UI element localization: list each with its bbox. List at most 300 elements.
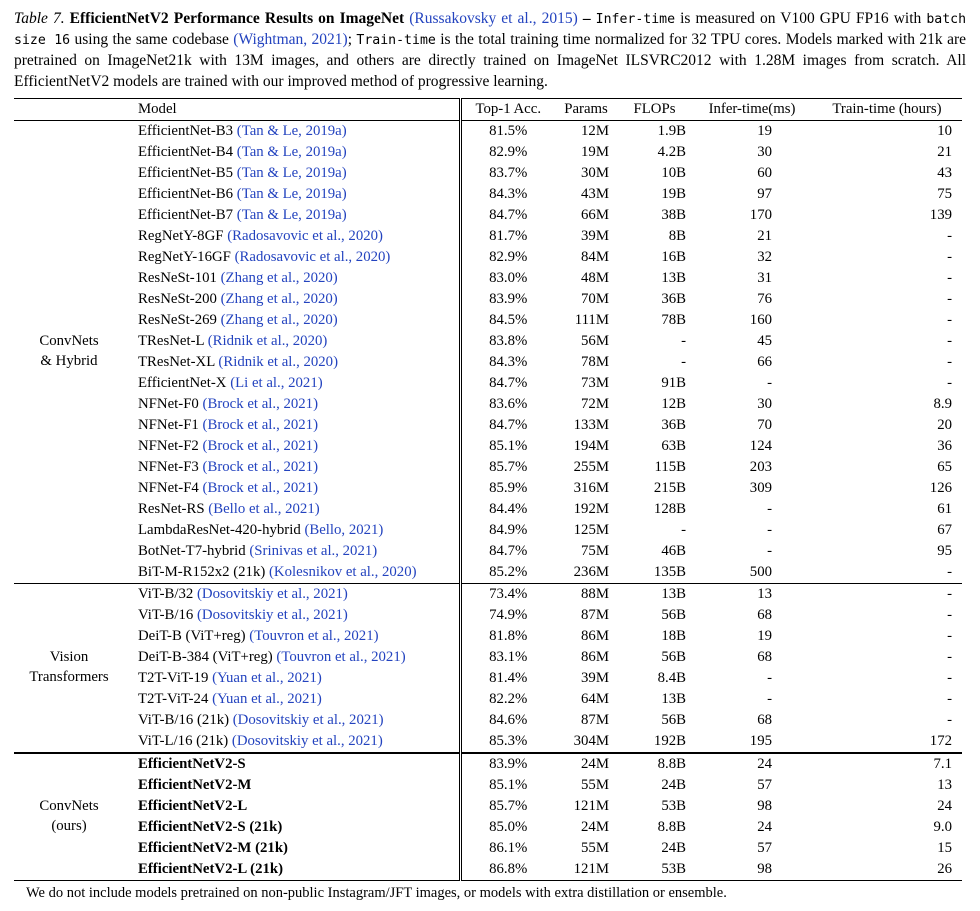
model-cell [124, 562, 460, 584]
top1-cell: 85.7% [460, 457, 555, 478]
infer-cell: 57 [757, 777, 772, 794]
model-name: ResNeSt-269 [138, 312, 217, 329]
top1-cell: 85.0% [460, 817, 555, 838]
params-cell: 121M [573, 861, 609, 878]
model-cell [124, 710, 460, 731]
params-cell: 39M [581, 228, 609, 245]
citation-link[interactable]: (Brock et al., 2021) [202, 417, 319, 434]
train-cell: - [947, 628, 952, 645]
top1-cell: 73.4% [460, 584, 555, 606]
model-name: TResNet-XL [138, 354, 215, 371]
model-name: EfficientNetV2-S (21k) [138, 819, 283, 836]
top1-cell: 84.9% [460, 520, 555, 541]
params-cell: 72M [581, 396, 609, 413]
citation-link[interactable]: (Touvron et al., 2021) [249, 628, 379, 645]
flops-cell: 13B [661, 691, 686, 708]
model-cell [124, 373, 460, 394]
table-row [14, 268, 962, 289]
params-cell: 24M [581, 756, 609, 773]
params-cell: 70M [581, 291, 609, 308]
top1-cell: 83.8% [460, 331, 555, 352]
params-cell: 66M [581, 207, 609, 224]
table-row [14, 142, 962, 163]
citation-link[interactable]: (Dosovitskiy et al., 2021) [232, 712, 384, 729]
citation-link[interactable]: (Yuan et al., 2021) [212, 670, 322, 687]
infer-cell: - [767, 501, 772, 518]
citation-link[interactable]: (Dosovitskiy et al., 2021) [197, 607, 348, 624]
train-cell: - [947, 312, 952, 329]
top1-cell: 83.0% [460, 268, 555, 289]
flops-cell: 135B [653, 564, 686, 581]
flops-cell: 53B [661, 798, 686, 815]
infer-cell: 170 [749, 207, 772, 224]
top1-cell: 84.4% [460, 499, 555, 520]
model-cell [124, 584, 460, 606]
train-cell: - [947, 249, 952, 266]
citation-link[interactable]: (Tan & Le, 2019a) [236, 144, 347, 161]
train-cell: - [947, 670, 952, 687]
model-name: EfficientNet-B6 [138, 186, 234, 203]
model-cell [124, 838, 460, 859]
top1-cell: 81.5% [460, 121, 555, 143]
params-cell: 55M [581, 840, 609, 857]
citation-link[interactable]: (Wightman, 2021) [233, 31, 348, 49]
table-row [14, 247, 962, 268]
flops-cell: 56B [661, 607, 686, 624]
table-row [14, 289, 962, 310]
flops-cell: 12B [661, 396, 686, 413]
model-cell [124, 668, 460, 689]
flops-cell: 8.8B [657, 756, 686, 773]
citation-link[interactable]: (Brock et al., 2021) [202, 438, 319, 455]
params-cell: 111M [574, 312, 609, 329]
model-name: NFNet-F0 [138, 396, 199, 413]
citation-link[interactable]: (Zhang et al., 2020) [220, 312, 338, 329]
train-cell: 139 [929, 207, 952, 224]
infer-cell: - [767, 543, 772, 560]
table-row [14, 184, 962, 205]
params-cell: 64M [581, 691, 609, 708]
citation-link[interactable]: (Srinivas et al., 2021) [249, 543, 378, 560]
top1-cell: 81.8% [460, 626, 555, 647]
top1-cell: 84.7% [460, 541, 555, 562]
citation-link[interactable]: (Dosovitskiy et al., 2021) [197, 586, 348, 603]
caption-train-time-term: Train-time [356, 33, 436, 49]
table-row [14, 541, 962, 562]
params-cell: 12M [581, 123, 609, 140]
caption-text: using the same codebase [74, 31, 229, 49]
train-cell: 8.9 [933, 396, 952, 413]
train-cell: 9.0 [933, 819, 952, 836]
model-name: ViT-B/16 [138, 607, 194, 624]
model-name: ResNet-RS [138, 501, 205, 518]
top1-cell: 85.1% [460, 436, 555, 457]
table-row [14, 457, 962, 478]
top1-cell: 84.5% [460, 310, 555, 331]
train-cell: - [947, 691, 952, 708]
flops-cell: - [681, 522, 686, 539]
train-cell: - [947, 375, 952, 392]
infer-cell: 97 [757, 186, 772, 203]
column-header-top1: Top-1 Acc. [460, 99, 555, 121]
flops-cell: - [681, 354, 686, 371]
table-caption [14, 8, 966, 92]
train-cell: - [947, 291, 952, 308]
model-name: EfficientNet-B4 [138, 144, 234, 161]
params-cell: 192M [573, 501, 609, 518]
flops-cell: 16B [661, 249, 686, 266]
flops-cell: 19B [661, 186, 686, 203]
citation-link[interactable]: (Bello, 2021) [304, 522, 384, 539]
model-cell [124, 457, 460, 478]
infer-cell: 309 [749, 480, 772, 497]
table-row [14, 352, 962, 373]
infer-cell: 66 [757, 354, 772, 371]
citation-link[interactable]: (Brock et al., 2021) [202, 480, 319, 497]
column-header-flops: FLOPs [633, 101, 676, 118]
citation-link[interactable]: (Radosavovic et al., 2020) [227, 228, 383, 245]
flops-cell: 8.8B [657, 819, 686, 836]
model-name: BotNet-T7-hybrid [138, 543, 246, 560]
table-row [14, 584, 962, 606]
table-row [14, 689, 962, 710]
infer-cell: 32 [757, 249, 772, 266]
table-row [14, 415, 962, 436]
infer-cell: 24 [757, 756, 772, 773]
group-label: ConvNets & Hybrid [39, 333, 99, 370]
train-cell: 61 [937, 501, 952, 518]
train-cell: 67 [937, 522, 952, 539]
model-name: ResNeSt-101 [138, 270, 217, 287]
infer-cell: 57 [757, 840, 772, 857]
model-cell [124, 520, 460, 541]
infer-cell: 68 [757, 712, 772, 729]
train-cell: - [947, 354, 952, 371]
infer-cell: 13 [757, 586, 772, 603]
flops-cell: 13B [661, 270, 686, 287]
top1-cell: 82.9% [460, 247, 555, 268]
group-convnets-hybrid [14, 121, 962, 584]
model-name: NFNet-F2 [138, 438, 199, 455]
column-header-train: Train-time (hours) [832, 101, 942, 118]
model-cell [124, 541, 460, 562]
header-row [14, 99, 962, 121]
flops-cell: 128B [653, 501, 686, 518]
flops-cell: 1.9B [657, 123, 686, 140]
model-cell [124, 142, 460, 163]
caption-table-label: Table 7. [14, 10, 65, 27]
model-cell [124, 226, 460, 247]
train-cell: 126 [929, 480, 952, 497]
flops-cell: 36B [661, 417, 686, 434]
column-header-params: Params [564, 101, 608, 118]
params-cell: 133M [573, 417, 609, 434]
model-cell [124, 499, 460, 520]
infer-cell: 68 [757, 607, 772, 624]
citation-link[interactable]: (Bello et al., 2021) [208, 501, 320, 518]
train-cell: - [947, 586, 952, 603]
top1-cell: 86.8% [460, 859, 555, 881]
table-row [14, 668, 962, 689]
citation-link[interactable]: (Tan & Le, 2019a) [236, 207, 347, 224]
train-cell: - [947, 228, 952, 245]
table-row [14, 226, 962, 247]
model-cell [124, 436, 460, 457]
train-cell: - [947, 712, 952, 729]
model-cell [124, 205, 460, 226]
model-name: LambdaResNet-420-hybrid [138, 522, 301, 539]
params-cell: 121M [573, 798, 609, 815]
flops-cell: 38B [661, 207, 686, 224]
model-name: EfficientNetV2-S [138, 756, 246, 773]
train-cell: 36 [937, 438, 952, 455]
params-cell: 43M [581, 186, 609, 203]
group-convnets-ours [14, 753, 962, 881]
model-cell [124, 817, 460, 838]
model-name: NFNet-F4 [138, 480, 199, 497]
table-row [14, 731, 962, 753]
top1-cell: 85.1% [460, 775, 555, 796]
citation-link[interactable]: (Tan & Le, 2019a) [236, 186, 347, 203]
params-cell: 304M [573, 733, 609, 750]
top1-cell: 83.7% [460, 163, 555, 184]
top1-cell: 83.6% [460, 394, 555, 415]
model-cell [124, 268, 460, 289]
top1-cell: 81.7% [460, 226, 555, 247]
flops-cell: 215B [653, 480, 686, 497]
citation-link[interactable]: (Brock et al., 2021) [202, 396, 319, 413]
top1-cell: 83.1% [460, 647, 555, 668]
params-cell: 24M [581, 819, 609, 836]
params-cell: 48M [581, 270, 609, 287]
table-row [14, 436, 962, 457]
params-cell: 316M [573, 480, 609, 497]
model-name: T2T-ViT-19 [138, 670, 209, 687]
train-cell: 65 [937, 459, 952, 476]
train-cell: - [947, 564, 952, 581]
top1-cell: 83.9% [460, 753, 555, 775]
model-name: BiT-M-R152x2 (21k) [138, 564, 266, 581]
train-cell: 20 [937, 417, 952, 434]
top1-cell: 81.4% [460, 668, 555, 689]
citation-link[interactable]: (Russakovsky et al., 2015) [409, 10, 578, 27]
params-cell: 84M [581, 249, 609, 266]
citation-link[interactable]: (Zhang et al., 2020) [220, 270, 338, 287]
table-row [14, 310, 962, 331]
params-cell: 39M [581, 670, 609, 687]
citation-link[interactable]: (Ridnik et al., 2020) [218, 354, 338, 371]
infer-cell: 30 [757, 396, 772, 413]
infer-cell: 30 [757, 144, 772, 161]
params-cell: 19M [581, 144, 609, 161]
results-table [14, 98, 962, 881]
train-cell: 75 [937, 186, 952, 203]
model-cell [124, 121, 460, 143]
model-cell [124, 394, 460, 415]
train-cell: 24 [937, 798, 952, 815]
flops-cell: 56B [661, 712, 686, 729]
table-header [14, 99, 962, 121]
model-cell [124, 289, 460, 310]
top1-cell: 84.3% [460, 352, 555, 373]
top1-cell: 85.2% [460, 562, 555, 584]
model-cell [124, 352, 460, 373]
model-name: EfficientNet-B7 [138, 207, 234, 224]
top1-cell: 83.9% [460, 289, 555, 310]
params-cell: 125M [573, 522, 609, 539]
train-cell: 10 [937, 123, 952, 140]
citation-link[interactable]: (Zhang et al., 2020) [220, 291, 338, 308]
flops-cell: - [681, 333, 686, 350]
top1-cell: 85.9% [460, 478, 555, 499]
infer-cell: 98 [757, 861, 772, 878]
model-name: ViT-B/32 [138, 586, 194, 603]
top1-cell: 74.9% [460, 605, 555, 626]
table-row [14, 626, 962, 647]
infer-cell: 31 [757, 270, 772, 287]
top1-cell: 86.1% [460, 838, 555, 859]
params-cell: 87M [581, 607, 609, 624]
model-name: EfficientNetV2-M (21k) [138, 840, 288, 857]
citation-link[interactable]: (Yuan et al., 2021) [212, 691, 322, 708]
infer-cell: - [767, 375, 772, 392]
caption-title: EfficientNetV2 Performance Results on ImageNet [69, 10, 405, 27]
model-name: TResNet-L [138, 333, 205, 350]
flops-cell: 53B [661, 861, 686, 878]
top1-cell: 84.7% [460, 373, 555, 394]
train-cell: 13 [937, 777, 952, 794]
params-cell: 236M [573, 564, 609, 581]
params-cell: 86M [581, 649, 609, 666]
citation-link[interactable]: (Tan & Le, 2019a) [236, 165, 347, 182]
column-header-infer: Infer-time(ms) [708, 101, 796, 118]
table-row [14, 817, 962, 838]
top1-cell: 84.6% [460, 710, 555, 731]
caption-text: is the total training time normalized for 32 TPU cores. Models marked with 21k are pretrained on ImageNet21k with 13M images, and others are directly trained on ImageNet ILSVRC2012 with 1.28M images from scratch. All EfficientNetV2 models are trained with our improved method of progressive learning. [14, 31, 966, 91]
model-cell [124, 184, 460, 205]
model-cell [124, 689, 460, 710]
caption-batch-size-term: batch size 16 [14, 12, 967, 49]
table-row [14, 562, 962, 584]
infer-cell: 21 [757, 228, 772, 245]
group-label: ConvNets (ours) [39, 798, 99, 835]
table-row [14, 838, 962, 859]
flops-cell: 10B [661, 165, 686, 182]
citation-link[interactable]: (Dosovitskiy et al., 2021) [231, 733, 383, 750]
infer-cell: 60 [757, 165, 772, 182]
table-row [14, 331, 962, 352]
flops-cell: 4.2B [657, 144, 686, 161]
citation-link[interactable]: (Ridnik et al., 2020) [207, 333, 328, 350]
train-cell: 26 [937, 861, 952, 878]
model-cell [124, 647, 460, 668]
model-cell [124, 605, 460, 626]
model-cell [124, 775, 460, 796]
train-cell: 15 [937, 840, 952, 857]
table-row [14, 520, 962, 541]
train-cell: 95 [937, 543, 952, 560]
table-row [14, 121, 962, 143]
citation-link[interactable]: (Kolesnikov et al., 2020) [269, 564, 417, 581]
table-row [14, 753, 962, 775]
group-column-header [14, 99, 124, 121]
infer-cell: 24 [757, 819, 772, 836]
train-cell: - [947, 649, 952, 666]
infer-cell: - [767, 522, 772, 539]
model-cell [124, 753, 460, 775]
caption-dash: – [582, 10, 591, 27]
train-cell: - [947, 270, 952, 287]
citation-link[interactable]: (Tan & Le, 2019a) [236, 123, 347, 140]
infer-cell: 68 [757, 649, 772, 666]
flops-cell: 24B [661, 777, 686, 794]
params-cell: 87M [581, 712, 609, 729]
flops-cell: 8B [668, 228, 686, 245]
model-cell [124, 731, 460, 753]
model-name: ViT-L/16 (21k) [138, 733, 229, 750]
train-cell: - [947, 333, 952, 350]
citation-link[interactable]: (Touvron et al., 2021) [276, 649, 406, 666]
infer-cell: 160 [749, 312, 772, 329]
model-name: DeiT-B (ViT+reg) [138, 628, 246, 645]
model-name: ResNeSt-200 [138, 291, 217, 308]
model-cell [124, 310, 460, 331]
model-name: NFNet-F1 [138, 417, 199, 434]
flops-cell: 63B [661, 438, 686, 455]
model-name: EfficientNet-B3 [138, 123, 234, 140]
params-cell: 78M [581, 354, 609, 371]
citation-link[interactable]: (Li et al., 2021) [230, 375, 323, 392]
top1-cell: 84.7% [460, 205, 555, 226]
infer-cell: - [767, 691, 772, 708]
params-cell: 88M [581, 586, 609, 603]
footnote: We do not include models pretrained on non-public Instagram/JFT images, or models with extra distillation or ensemble. [26, 885, 727, 902]
table-row [14, 859, 962, 881]
params-cell: 55M [581, 777, 609, 794]
model-cell [124, 247, 460, 268]
citation-link[interactable]: (Radosavovic et al., 2020) [234, 249, 391, 266]
model-name: DeiT-B-384 (ViT+reg) [138, 649, 273, 666]
table-row [14, 647, 962, 668]
params-cell: 75M [581, 543, 609, 560]
model-name: T2T-ViT-24 [138, 691, 209, 708]
params-cell: 73M [581, 375, 609, 392]
model-name: EfficientNetV2-M [138, 777, 252, 794]
model-cell [124, 626, 460, 647]
model-name: RegNetY-8GF [138, 228, 224, 245]
flops-cell: 46B [661, 543, 686, 560]
top1-cell: 85.7% [460, 796, 555, 817]
params-cell: 255M [573, 459, 609, 476]
model-name: NFNet-F3 [138, 459, 199, 476]
infer-cell: 124 [749, 438, 772, 455]
top1-cell: 82.9% [460, 142, 555, 163]
top1-cell: 82.2% [460, 689, 555, 710]
model-name: RegNetY-16GF [138, 249, 231, 266]
flops-cell: 78B [661, 312, 686, 329]
train-cell: 21 [937, 144, 952, 161]
infer-cell: 203 [749, 459, 772, 476]
params-cell: 86M [581, 628, 609, 645]
model-name: EfficientNetV2-L (21k) [138, 861, 284, 878]
flops-cell: 115B [654, 459, 686, 476]
flops-cell: 24B [661, 840, 686, 857]
infer-cell: - [767, 670, 772, 687]
flops-cell: 13B [661, 586, 686, 603]
infer-cell: 19 [757, 628, 772, 645]
citation-link[interactable]: (Brock et al., 2021) [202, 459, 319, 476]
model-name: EfficientNet-X [138, 375, 227, 392]
